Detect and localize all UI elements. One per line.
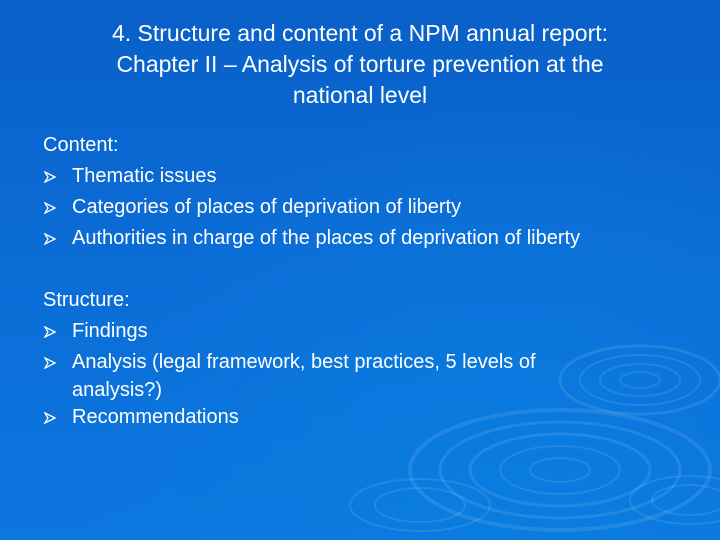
slide-body — [43, 130, 703, 433]
structure-bullet-text-continued: analysis?) — [72, 379, 163, 401]
arrowhead-bullet-icon — [43, 223, 57, 254]
structure-bullet-item — [43, 402, 703, 433]
content-bullet-item — [43, 161, 703, 192]
content-bullet-item — [43, 223, 703, 254]
arrowhead-bullet-icon — [43, 402, 57, 433]
arrowhead-bullet-icon — [43, 161, 57, 192]
content-bullet-text: Categories of places of deprivation of liberty — [72, 196, 462, 218]
title-line-3: national level — [292, 82, 428, 108]
content-bullet-item — [43, 192, 703, 223]
section-spacer — [43, 254, 703, 285]
arrowhead-bullet-icon — [43, 347, 57, 378]
structure-bullet-text: Analysis (legal framework, best practices, 5 levels of — [72, 351, 536, 373]
content-bullet-text: Authorities in charge of the places of deprivation of liberty — [72, 227, 581, 249]
title-line-2: Chapter II – Analysis of torture prevention at the — [116, 51, 604, 77]
arrowhead-bullet-icon — [43, 316, 57, 347]
title-line-1: 4. Structure and content of a NPM annual report: — [111, 20, 609, 46]
structure-bullet-item — [43, 316, 703, 347]
structure-heading: Structure: — [43, 289, 130, 311]
slide-title — [30, 18, 690, 111]
arrowhead-bullet-icon — [43, 192, 57, 223]
structure-bullet-item — [43, 347, 703, 402]
content-heading: Content: — [43, 134, 119, 156]
content-bullet-text: Thematic issues — [72, 165, 217, 187]
structure-bullet-text: Recommendations — [72, 406, 239, 428]
structure-bullet-text: Findings — [72, 320, 148, 342]
